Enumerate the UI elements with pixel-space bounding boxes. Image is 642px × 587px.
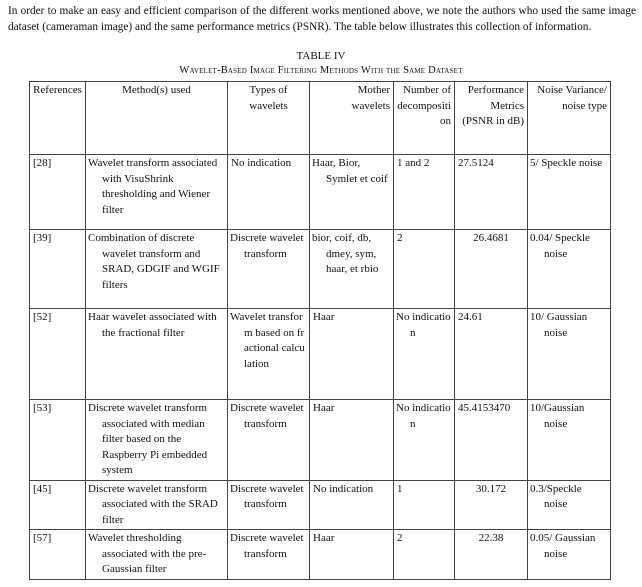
cell-type: Discrete wavelet transform xyxy=(228,400,310,481)
cell-ref: [28] xyxy=(30,155,86,230)
cell-decomp: No indication xyxy=(394,309,455,400)
cell-ref: [39] xyxy=(30,230,86,309)
cell-decomp: 2 xyxy=(394,530,455,580)
header-methods: Method(s) used xyxy=(86,82,228,155)
cell-method: Haar wavelet associated with the fractional filter xyxy=(86,309,228,400)
table-row xyxy=(30,230,611,309)
table-row xyxy=(30,480,611,530)
header-types: Types of wavelets xyxy=(228,82,310,155)
cell-type: Discrete wavelet transform xyxy=(228,480,310,530)
cell-decomp: No indication xyxy=(394,400,455,481)
comparison-table xyxy=(29,81,611,580)
cell-type: Discrete wavelet transform xyxy=(228,230,310,309)
cell-ref: [52] xyxy=(30,309,86,400)
cell-decomp: 1 xyxy=(394,480,455,530)
cell-psnr: 26.4681 xyxy=(455,230,528,309)
cell-decomp: 1 and 2 xyxy=(394,155,455,230)
table-caption: Wavelet-Based Image Filtering Methods With the Same Dataset xyxy=(179,65,463,76)
cell-psnr: 27.5124 xyxy=(455,155,528,230)
cell-ref: [57] xyxy=(30,530,86,580)
header-noise: Noise Variance/ noise type xyxy=(528,82,611,155)
cell-type: No indication xyxy=(228,155,310,230)
cell-method: Wavelet thresholding associated with the pre-Gaussian filter xyxy=(86,530,228,580)
cell-noise: 0.3/Speckle noise xyxy=(528,480,611,530)
cell-mother: No indication xyxy=(310,480,394,530)
cell-mother: Haar xyxy=(310,400,394,481)
cell-method: Discrete wavelet transform associated with the SRAD filter xyxy=(86,480,228,530)
cell-psnr: 45.4153470 xyxy=(455,400,528,481)
cell-psnr: 30.172 xyxy=(455,480,528,530)
cell-method: Wavelet transform associated with VisuShrink thresholding and Wiener filter xyxy=(86,155,228,230)
cell-noise: 0.05/ Gaussian noise xyxy=(528,530,611,580)
table-row xyxy=(30,530,611,580)
cell-method: Discrete wavelet transform associated with median filter based on the Raspberry Pi embedded system xyxy=(86,400,228,481)
table-title: TABLE IV xyxy=(296,50,346,62)
cell-type: Wavelet transform based on fractional calculation xyxy=(228,309,310,400)
cell-mother: Haar, Bior, Symlet et coif xyxy=(310,155,394,230)
cell-method: Combination of discrete wavelet transform and SRAD, GDGIF and WGIF filters xyxy=(86,230,228,309)
intro-paragraph: In order to make an easy and efficient comparison of the different works mentioned above, we note the authors who used the same image dataset (cameraman image) and the same performance metrics (PSNR). The table below illustrates this collection of information. xyxy=(8,5,636,33)
table-header-row xyxy=(30,82,611,155)
cell-decomp: 2 xyxy=(394,230,455,309)
header-decomposition: Number of decomposition xyxy=(394,82,455,155)
header-performance: Performance Metrics (PSNR in dB) xyxy=(455,82,528,155)
cell-noise: 10/Gaussian noise xyxy=(528,400,611,481)
cell-mother: Haar xyxy=(310,530,394,580)
cell-psnr: 24.61 xyxy=(455,309,528,400)
header-references: References xyxy=(30,82,86,155)
cell-mother: Haar xyxy=(310,309,394,400)
table-row xyxy=(30,309,611,400)
cell-noise: 10/ Gaussian noise xyxy=(528,309,611,400)
cell-ref: [45] xyxy=(30,480,86,530)
cell-psnr: 22.38 xyxy=(455,530,528,580)
cell-mother: bior, coif, db, dmey, sym, haar, et rbio xyxy=(310,230,394,309)
table-row xyxy=(30,400,611,481)
cell-ref: [53] xyxy=(30,400,86,481)
cell-noise: 0.04/ Speckle noise xyxy=(528,230,611,309)
header-mother: Mother wavelets xyxy=(310,82,394,155)
cell-type: Discrete wavelet transform xyxy=(228,530,310,580)
table-row xyxy=(30,155,611,230)
cell-noise: 5/ Speckle noise xyxy=(528,155,611,230)
